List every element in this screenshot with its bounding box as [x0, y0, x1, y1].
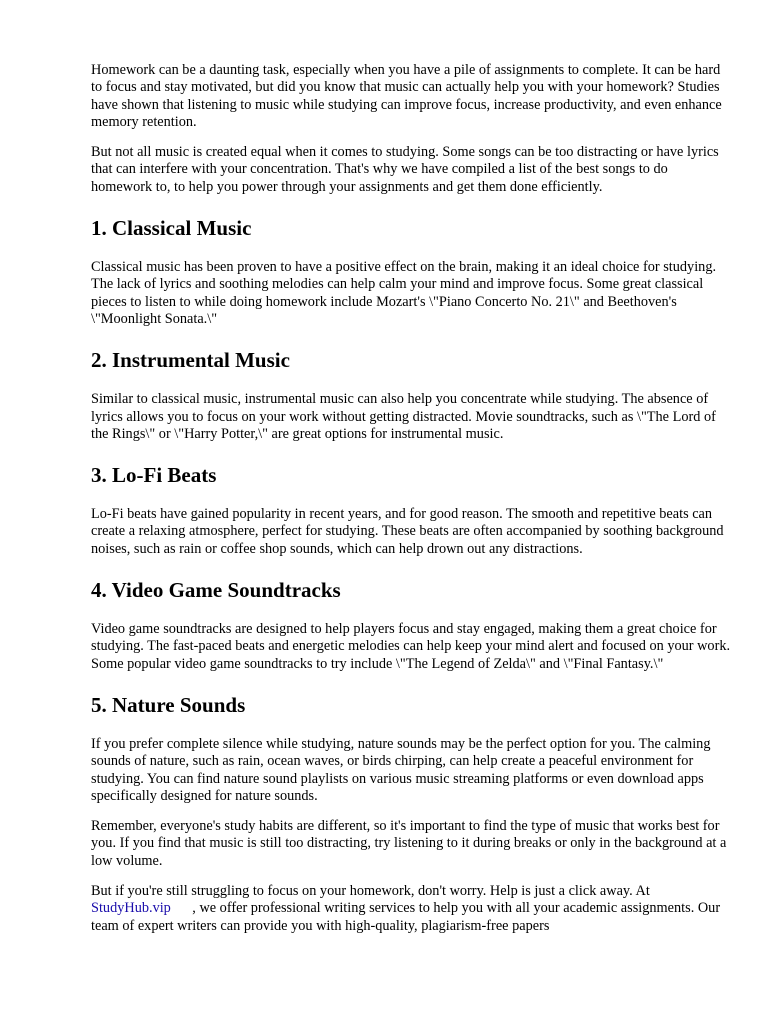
final-paragraph: [91, 883, 731, 935]
section-body-instrumental-music: Similar to classical music, instrumental music can also help you concentrate while studying. The absence of lyrics allows you to focus on your work without getting distracted. Movie soundtracks, such as \"The Lord of the Rings\" or \"Harry Potter,\" are great options for instrumental music.: [91, 391, 716, 442]
section-body-video-game-soundtracks: Video game soundtracks are designed to help players focus and stay engaged, making them a great choice for studying. The fast-paced beats and energetic melodies can help keep your mind alert and focused on your work. Some popular video game soundtracks to try include \"The Legend of Zelda\" and \"Final Fantasy.\": [91, 621, 731, 672]
final-text-after-link: , we offer professional writing services to help you with all your academic assignments. Our team of expert writers can provide you with high-quality, plagiarism-free papers: [91, 900, 724, 934]
section-body-classical-music: Classical music has been proven to have a positive effect on the brain, making it an ideal choice for studying. The lack of lyrics and soothing melodies can help calm your mind and improve focus. Some great classical pieces to listen to while doing homework include Mozart's \"Piano Concerto No. 21\" and Beethoven's \"Moonlight Sonata.\": [91, 259, 717, 327]
section-heading-instrumental-music: 2. Instrumental Music: [91, 348, 290, 373]
section-heading-classical-music: 1. Classical Music: [91, 216, 252, 241]
studyhub-link[interactable]: StudyHub.vip: [91, 900, 171, 917]
document-page: [91, 62, 731, 948]
section-body-lofi-beats: Lo-Fi beats have gained popularity in recent years, and for good reason. The smooth and repetitive beats can create a relaxing atmosphere, perfect for studying. These beats are often accompanied by soothing background noises, such as rain or coffee shop sounds, which can help drown out any distractions.: [91, 506, 724, 557]
section-heading-lofi-beats: 3. Lo-Fi Beats: [91, 463, 217, 488]
section-heading-nature-sounds: 5. Nature Sounds: [91, 692, 246, 717]
section-body-nature-sounds: If you prefer complete silence while studying, nature sounds may be the perfect option for you. The calming sounds of nature, such as rain, ocean waves, or birds chirping, can help create a peaceful environment for studying. You can find nature sound playlists on various music streaming platforms or even download apps specifically designed for nature sounds.: [91, 735, 711, 804]
section-heading-video-game-soundtracks: 4. Video Game Soundtracks: [91, 578, 341, 603]
intro-paragraph-2: But not all music is created equal when it comes to studying. Some songs can be too distracting or have lyrics that can interfere with your concentration. That's why we have compiled a list of the best songs to do homework to, to help you power through your assignments and get them done efficiently.: [91, 144, 719, 195]
closing-paragraph: Remember, everyone's study habits are different, so it's important to find the type of music that works best for you. If you find that music is still too distracting, try listening to it during breaks or only in the background at a low volume.: [91, 818, 727, 869]
intro-paragraph-1: Homework can be a daunting task, especially when you have a pile of assignments to complete. It can be hard to focus and stay motivated, but did you know that music can actually help you with your homework? Studies have shown that listening to music while studying can improve focus, increase productivity, and even enhance memory retention.: [91, 62, 722, 130]
final-text-before-link: But if you're still struggling to focus on your homework, don't worry. Help is just a click away. At: [91, 883, 654, 900]
